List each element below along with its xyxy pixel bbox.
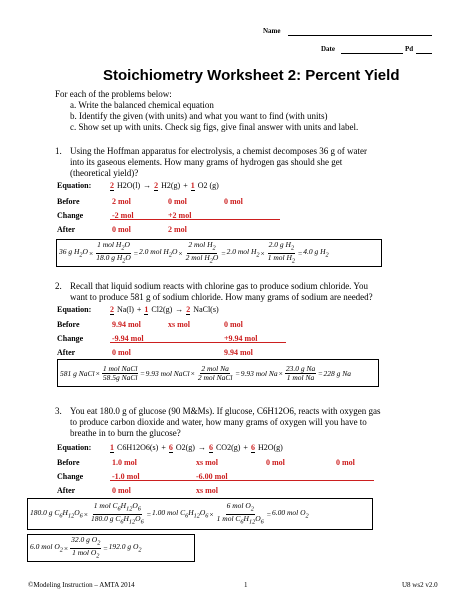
species: NaCl(s) (193, 305, 219, 314)
coefficient: 2 (110, 181, 114, 190)
cell: -6.00 mol (196, 472, 228, 481)
coefficient: 1 (110, 443, 114, 452)
problem-2-equation (110, 305, 219, 315)
problem-1-line-1: Using the Hoffman apparatus for electrolysis, a chemist decomposes 36 g of water (70, 146, 367, 156)
problem-2-line-2: want to produce 581 g of sodium chloride. How many grams of sodium are needed? (70, 292, 373, 302)
cell: 0 mol (112, 348, 131, 357)
problem-3-calculation-2: 6.0 mol $O_2$ × $\frac{32.0 g O_2}{1 mol O_2}$ = 192.0 g $O_2$ (27, 534, 195, 562)
cell: 0 mol (112, 486, 131, 495)
problem-2-equation-label: Equation: (57, 305, 92, 314)
change-row-rule (110, 480, 374, 481)
row-label-before: Before (57, 197, 80, 206)
species: CO2(g) (215, 443, 241, 452)
problem-2-number: 2. (55, 281, 62, 291)
instruction-a: a. Write the balanced chemical equation (70, 100, 214, 110)
row-label-change: Change (57, 211, 84, 220)
coefficient: 6 (250, 443, 255, 452)
cell: 2 mol (112, 197, 131, 206)
problem-3-number: 3. (55, 406, 62, 416)
name-line (288, 35, 432, 36)
change-row-rule (110, 219, 280, 220)
coefficient: 2 (186, 305, 191, 314)
footer-version: U8 ws2 v2.0 (402, 581, 438, 589)
plus: + (161, 443, 166, 452)
arrow: → (197, 443, 206, 452)
problem-1-line-2: into its gaseous elements. How many grams of hydrogen gas should she get (70, 157, 343, 167)
coefficient: 6 (168, 443, 173, 452)
date-line (341, 53, 403, 54)
problem-1-line-3: (theoretical yield)? (70, 168, 139, 178)
plus: + (136, 305, 142, 314)
problem-1-number: 1. (55, 146, 62, 156)
pd-label: Pd (405, 45, 414, 53)
plus: + (243, 443, 248, 452)
footer-copyright: ©Modeling Instruction – AMTA 2014 (28, 581, 135, 589)
row-label-before: Before (57, 320, 80, 329)
problem-3-calculation-1: 180.0 g $C_6H_{12}O_6$ × $\frac{1 mol C_6H_{12}O_6}{180.0 g C_6H_{12}O_6}$ = 1.00 mol $C_6H_{12}O_6$ × $\frac{6 mol O_2}{1 mol C_6H_{12}O_6}$ = 6.00 mol $O_2$ (27, 498, 373, 530)
row-label-before: Before (57, 458, 80, 467)
row-label-after: After (57, 348, 76, 357)
cell: 0 mol (168, 197, 187, 206)
date-label: Date (321, 45, 335, 53)
row-label-after: After (57, 225, 76, 234)
name-label: Name (263, 27, 281, 35)
species: H2O(g) (257, 443, 283, 452)
coefficient: 1 (190, 181, 195, 190)
cell: 0 mol (112, 225, 131, 234)
instructions-intro: For each of the problems below: (55, 89, 172, 99)
species: O2 (g) (197, 181, 219, 190)
cell: -1.0 mol (112, 472, 140, 481)
coefficient: 6 (208, 443, 213, 452)
row-label-change: Change (57, 334, 84, 343)
problem-3-equation (110, 443, 283, 453)
cell: +9.94 mol (224, 334, 258, 343)
cell: 0 mol (266, 458, 285, 467)
change-row-rule (110, 342, 286, 343)
coefficient: 2 (154, 181, 159, 190)
row-label-after: After (57, 486, 76, 495)
cell: 0 mol (336, 458, 355, 467)
problem-3-equation-label: Equation: (57, 443, 92, 452)
cell: -2 mol (112, 211, 134, 220)
arrow: → (143, 181, 152, 190)
row-label-change: Change (57, 472, 84, 481)
page-title: Stoichiometry Worksheet 2: Percent Yield (103, 67, 400, 84)
page-number: 1 (244, 581, 248, 589)
cell: 2 mol (168, 225, 187, 234)
cell: 1.0 mol (112, 458, 137, 467)
problem-3-line-2: to produce carbon dioxide and water, how many grams of oxygen will you have to (70, 417, 367, 427)
cell: 0 mol (224, 197, 243, 206)
arrow: → (175, 305, 184, 314)
coefficient: 1 (144, 305, 149, 314)
problem-3-line-1: You eat 180.0 g of glucose (90 M&Ms). If glucose, C6H12O6, reacts with oxygen gas (70, 406, 381, 416)
species: C6H12O6(s) (117, 443, 159, 452)
problem-2-calculation: 581 g NaCl × $\frac{\text{1 mol NaCl}}{\text{58.5g NaCl}}$ = 9.93 mol NaCl × $\frac{\text{2 mol Na}}{\text{2 mol NaCl}}$ = 9.93 mol Na × $\frac{\text{23.0 g Na}}{\text{1 mol Na}}$ = 228 g Na (57, 359, 379, 387)
problem-1-calculation: 36 g $H_2O$ × $\frac{1 mol H_2O}{18.0 g H_2O}$ = 2.0 mol $H_2O$ × $\frac{2 mol H_2}{2 mol H_2O}$ = 2.0 mol $H_2$ × $\frac{2.0 g H_2}{1 mol H_2}$ = 4.0 g $H_2$ (56, 239, 382, 267)
cell: 9.94 mol (224, 348, 253, 357)
cell: xs mol (196, 458, 218, 467)
cell: 9.94 mol (112, 320, 141, 329)
coefficient: 2 (110, 305, 114, 314)
species: O2(g) (175, 443, 195, 452)
plus: + (183, 181, 188, 190)
species: Cl2(g) (151, 305, 173, 314)
problem-1-equation-label: Equation: (57, 181, 92, 190)
problem-2-line-1: Recall that liquid sodium reacts with chlorine gas to produce sodium chloride. You (70, 281, 368, 291)
problem-1-equation (110, 181, 219, 191)
species: Na(l) (117, 305, 134, 314)
species: H2O(l) (117, 181, 141, 190)
cell: -9.94 mol (112, 334, 144, 343)
problem-3-line-3: breathe in to burn the glucose? (70, 428, 181, 438)
cell: 0 mol (224, 320, 243, 329)
cell: xs mol (168, 320, 190, 329)
cell: xs mol (196, 486, 218, 495)
pd-line (416, 53, 432, 54)
cell: +2 mol (168, 211, 192, 220)
instruction-c: c. Show set up with units. Check sig figs, give final answer with units and label. (70, 122, 359, 132)
species: H2(g) (161, 181, 181, 190)
instruction-b: b. Identify the given (with units) and what you want to find (with units) (70, 111, 328, 121)
